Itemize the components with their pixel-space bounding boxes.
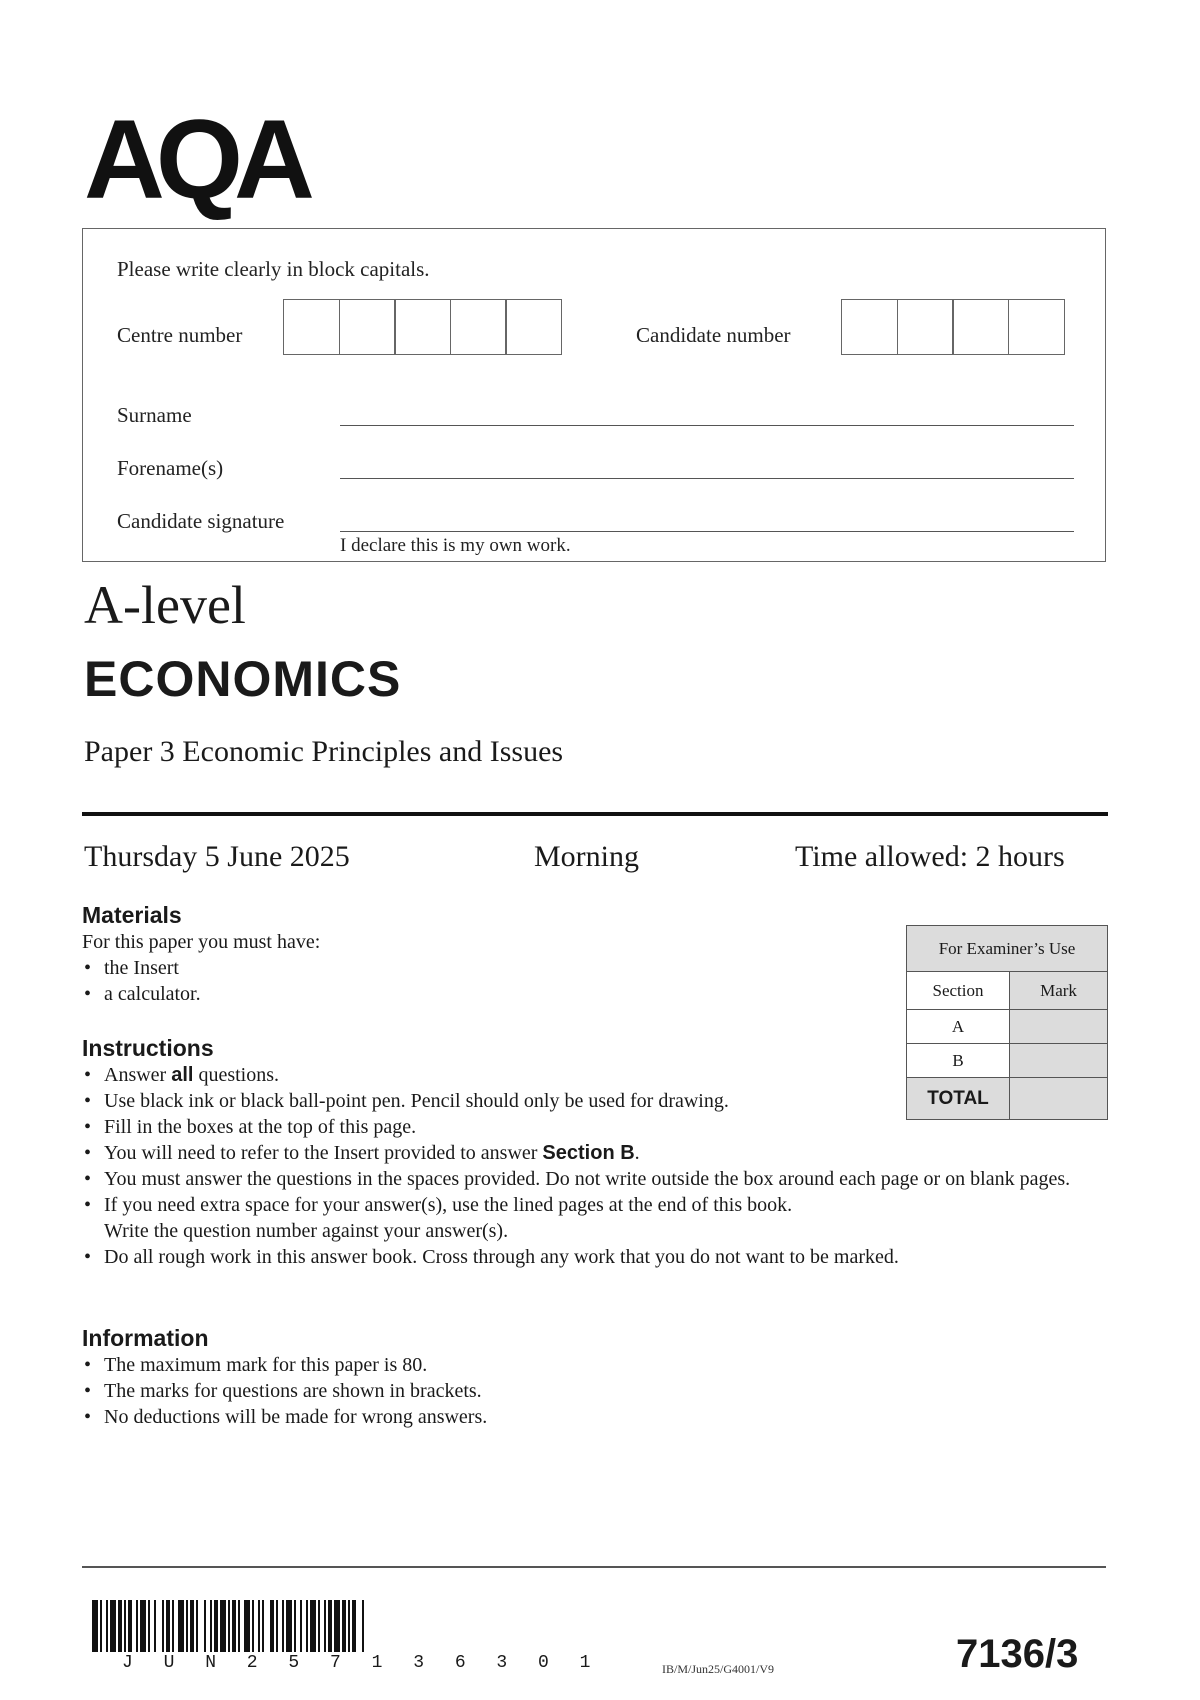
candidate-number-label: Candidate number [636,323,791,347]
declaration-text: I declare this is my own work. [340,535,571,556]
instructions-heading: Instructions [82,1035,214,1061]
centre-number-box[interactable] [339,299,396,355]
list-item: • The marks for questions are shown in brackets. [82,1378,882,1404]
exam-date: Thursday 5 June 2025 [84,840,350,873]
centre-number-field[interactable] [283,299,561,355]
information-section [82,1325,882,1430]
section-column-header: Section [907,972,1010,1010]
examiner-use-heading: For Examiner’s Use [907,926,1108,972]
signature-line[interactable] [340,531,1074,532]
centre-number-box[interactable] [505,299,562,355]
forenames-line[interactable] [340,478,1074,479]
surname-label: Surname [117,403,192,427]
list-item: • Fill in the boxes at the top of this page. [82,1114,1082,1140]
paper-code: 7136/3 [956,1632,1079,1676]
centre-number-box[interactable] [283,299,340,355]
centre-number-label: Centre number [117,323,243,347]
section-a-cell: A [907,1010,1010,1044]
list-item: • Use black ink or black ball-point pen. Pencil should only be used for drawing. [82,1088,1082,1114]
block-capitals-instruction: Please write clearly in block capitals. [117,257,430,281]
total-label: TOTAL [907,1078,1010,1120]
section-a-mark-cell [1010,1010,1108,1044]
total-mark-cell [1010,1078,1108,1120]
list-item: • a calculator. [82,981,882,1007]
barcode-number: J U N 2 5 7 1 3 6 3 0 1 [122,1653,601,1673]
surname-line[interactable] [340,425,1074,426]
list-item: • You must answer the questions in the spaces provided. Do not write outside the box around each page or on blank pages. [82,1166,1094,1192]
materials-intro: For this paper you must have: [82,931,321,953]
materials-heading: Materials [82,902,182,928]
centre-number-box[interactable] [394,299,451,355]
candidate-details-box [82,228,1106,562]
examiner-use-table [906,925,1108,1120]
aqa-logo: AQA [84,97,306,222]
forenames-label: Forename(s) [117,456,224,480]
qualification-level: A-level [84,575,246,635]
candidate-number-field[interactable] [841,299,1063,355]
candidate-number-box[interactable] [1008,299,1065,355]
candidate-number-box[interactable] [897,299,954,355]
time-allowed: Time allowed: 2 hours [795,840,1065,873]
header-divider [82,812,1108,816]
list-item: • If you need extra space for your answer(s), use the lined pages at the end of this book. Write the question number against your answer(s). [82,1192,824,1244]
subject-title: ECONOMICS [84,651,402,707]
candidate-number-box[interactable] [952,299,1009,355]
list-item: • Do all rough work in this answer book. Cross through any work that you do not want to be marked. [82,1244,1082,1270]
footer-divider [82,1566,1106,1568]
exam-session: Morning [534,840,639,873]
barcode-icon [92,1600,478,1652]
list-item: • Answer all questions. [82,1062,1082,1088]
list-item: • No deductions will be made for wrong answers. [82,1404,882,1430]
signature-label: Candidate signature [117,509,285,533]
candidate-number-box[interactable] [841,299,898,355]
paper-reference: IB/M/Jun25/G4001/V9 [662,1662,775,1676]
section-b-mark-cell [1010,1044,1108,1078]
centre-number-box[interactable] [450,299,507,355]
list-item: • The maximum mark for this paper is 80. [82,1352,882,1378]
list-item: • You will need to refer to the Insert provided to answer Section B. [82,1140,1082,1166]
section-b-cell: B [907,1044,1010,1078]
materials-section [82,902,882,1007]
mark-column-header: Mark [1010,972,1108,1010]
paper-title: Paper 3 Economic Principles and Issues [84,735,564,768]
list-item: • the Insert [82,955,882,981]
information-heading: Information [82,1325,209,1351]
